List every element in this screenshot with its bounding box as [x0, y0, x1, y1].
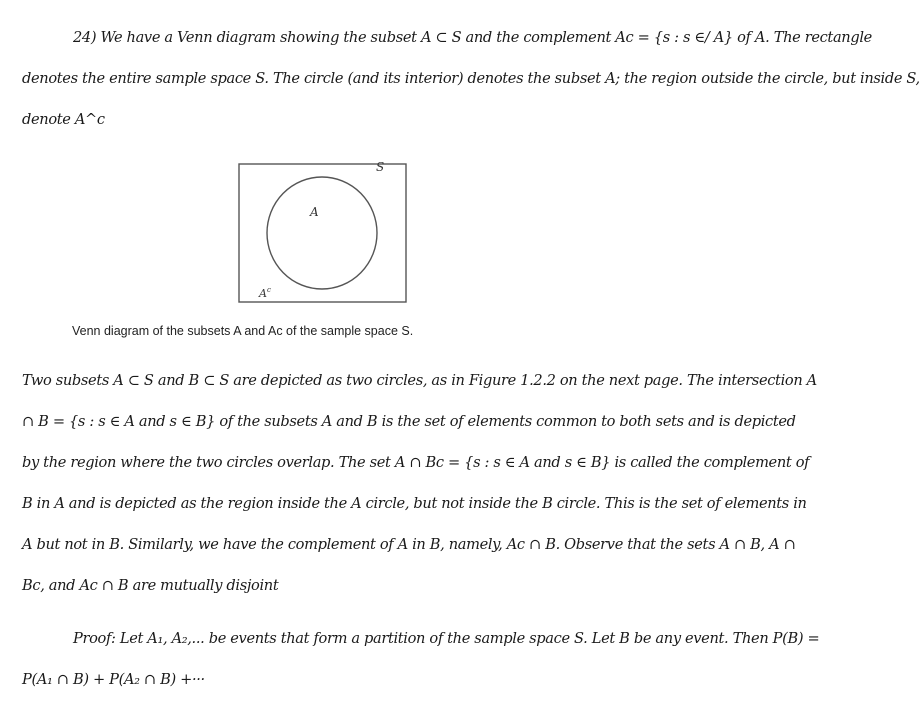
paragraph-venn-intro — [22, 17, 920, 140]
venn-diagram-figure — [230, 156, 420, 316]
text-line: Bc, and Ac ∩ B are mutually disjoint — [22, 577, 279, 594]
figure-caption: Venn diagram of the subsets A and Ac of the sample space S. — [72, 324, 414, 338]
label-ac: $A^c$ — [259, 286, 271, 300]
text-line: A but not in B. Similarly, we have the complement of A in B, namely, Ac ∩ B. Observe that the sets A ∩ B, A ∩ — [22, 536, 796, 553]
label-a: A — [310, 205, 319, 219]
text-line: denotes the entire sample space S. The circle (and its interior) denotes the subset A; the region outside the circle, but inside S, — [22, 70, 920, 87]
text-line: B in A and is depicted as the region inside the A circle, but not inside the B circle. This is the set of elements in — [22, 495, 807, 512]
text-line: by the region where the two circles overlap. The set A ∩ Bc = {s : s ∈ A and s ∈ B} is called the complement of — [22, 454, 810, 471]
label-s: S — [376, 160, 385, 174]
text-line: P(A₁ ∩ B) + P(A₂ ∩ B) +··· — [22, 671, 205, 688]
subset-a-circle — [267, 177, 377, 289]
text-line: Two subsets A ⊂ S and B ⊂ S are depicted as two circles, as in Figure 1.2.2 on the next page. The intersection A — [22, 372, 817, 389]
sample-space-rectangle — [239, 164, 406, 302]
text-line: 24) We have a Venn diagram showing the subset A ⊂ S and the complement Ac = {s : s ∈/ A} of A. The rectangle — [73, 29, 872, 46]
paragraph-subsets — [22, 360, 817, 606]
text-line: ∩ B = {s : s ∈ A and s ∈ B} of the subsets A and B is the set of elements common to both sets and is depicted — [22, 413, 796, 430]
venn-diagram — [230, 156, 420, 316]
text-line: Proof: Let A₁, A₂,... be events that form a partition of the sample space S. Let B be any event. Then P(B) = — [73, 630, 820, 647]
text-line: denote A^c — [22, 111, 105, 128]
paragraph-proof — [22, 618, 820, 700]
